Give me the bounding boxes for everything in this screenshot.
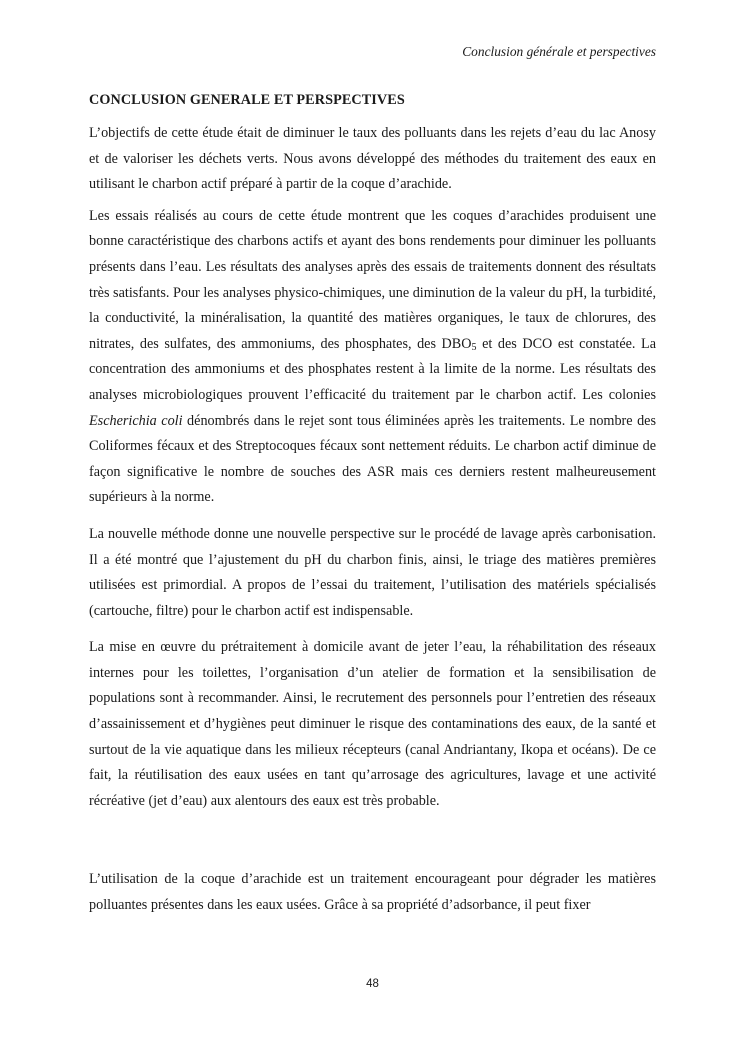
running-header: Conclusion générale et perspectives <box>462 44 656 59</box>
paragraph-results <box>89 204 656 511</box>
page-number: 48 <box>366 978 379 990</box>
subscript-5: 5 <box>471 341 477 353</box>
paragraph-objectives: L’objectifs de cette étude était de diminuer le taux des polluants dans les rejets d’eau du lac Anosy et de valoriser les déchets verts. Nous avons développé des méthodes du traitement des eaux en utilisant le charbon actif préparé à partir de la coque d’arachide. <box>89 125 656 193</box>
paragraph-results-text-1: Les essais réalisés au cours de cette étude montrent que les coques d’arachides produisent une bonne caractéristique des charbons actifs et ayant des bons rendements pour diminuer les polluants présents dans l’eau. Les résultats des analyses après des essais de traitements donnent des résultats très satisfants. Pour les analyses physico-chimiques, une diminution de la valeur du pH, la turbidité, la conductivité, la minéralisation, la quantité des matières organiques, le taux de chlorures, des nitrates, des sulfates, des ammoniums, des phosphates, des DBO <box>89 207 656 352</box>
section-title: CONCLUSION GENERALE ET PERSPECTIVES <box>89 92 405 108</box>
paragraph-new-method: La nouvelle méthode donne une nouvelle perspective sur le procédé de lavage après carbonisation. Il a été montré que l’ajustement du pH du charbon finis, ainsi, le triage des matières premières utilisées est primordial. A propos de l’essai du traitement, l’utilisation des matériels spécialisés (cartouche, filtre) pour le charbon actif est indispensable. <box>89 525 656 619</box>
species-name-italic: Escherichia coli <box>89 412 183 429</box>
paragraph-recommendations: La mise en œuvre du prétraitement à domicile avant de jeter l’eau, la réhabilitation des réseaux internes pour les toilettes, l’organisation d’un atelier de formation et la sensibilisation de populations sont à recommander. Ainsi, le recrutement des personnels pour l’entretien des réseaux d’assainissement et d’hygiènes peut diminuer le risque des contaminations des eaux, de la santé et surtout de la vie aquatique dans les milieux récepteurs (canal Andriantany, Ikopa et océans). De ce fait, la réutilisation des eaux usées en tant qu’arrosage des agricultures, lavage et une activité récréative (jet d’eau) aux alentours des eaux est très probable. <box>89 639 656 809</box>
paragraph-results-text-2: et des DCO est constatée. La concentration des ammoniums et des phosphates restent à la limite de la norme. Les résultats des analyses microbiologiques prouvent l’efficacité du traitement par le charbon actif. Les colonies <box>89 335 656 403</box>
document-body <box>89 91 656 919</box>
paragraph-results-text-3: dénombrés dans le rejet sont tous éliminées après les traitements. Le nombre des Coliformes fécaux et des Streptocoques fécaux sont nettement réduits. Le charbon actif diminue de façon significative le nombre de souches des ASR mais ces derniers restent malheureusement supérieurs à la norme. <box>89 412 656 506</box>
paragraph-peanut-shell: L’utilisation de la coque d’arachide est un traitement encourageant pour dégrader les matières polluantes présentes dans les eaux usées. Grâce à sa propriété d’adsorbance, il peut fixer <box>89 871 656 914</box>
